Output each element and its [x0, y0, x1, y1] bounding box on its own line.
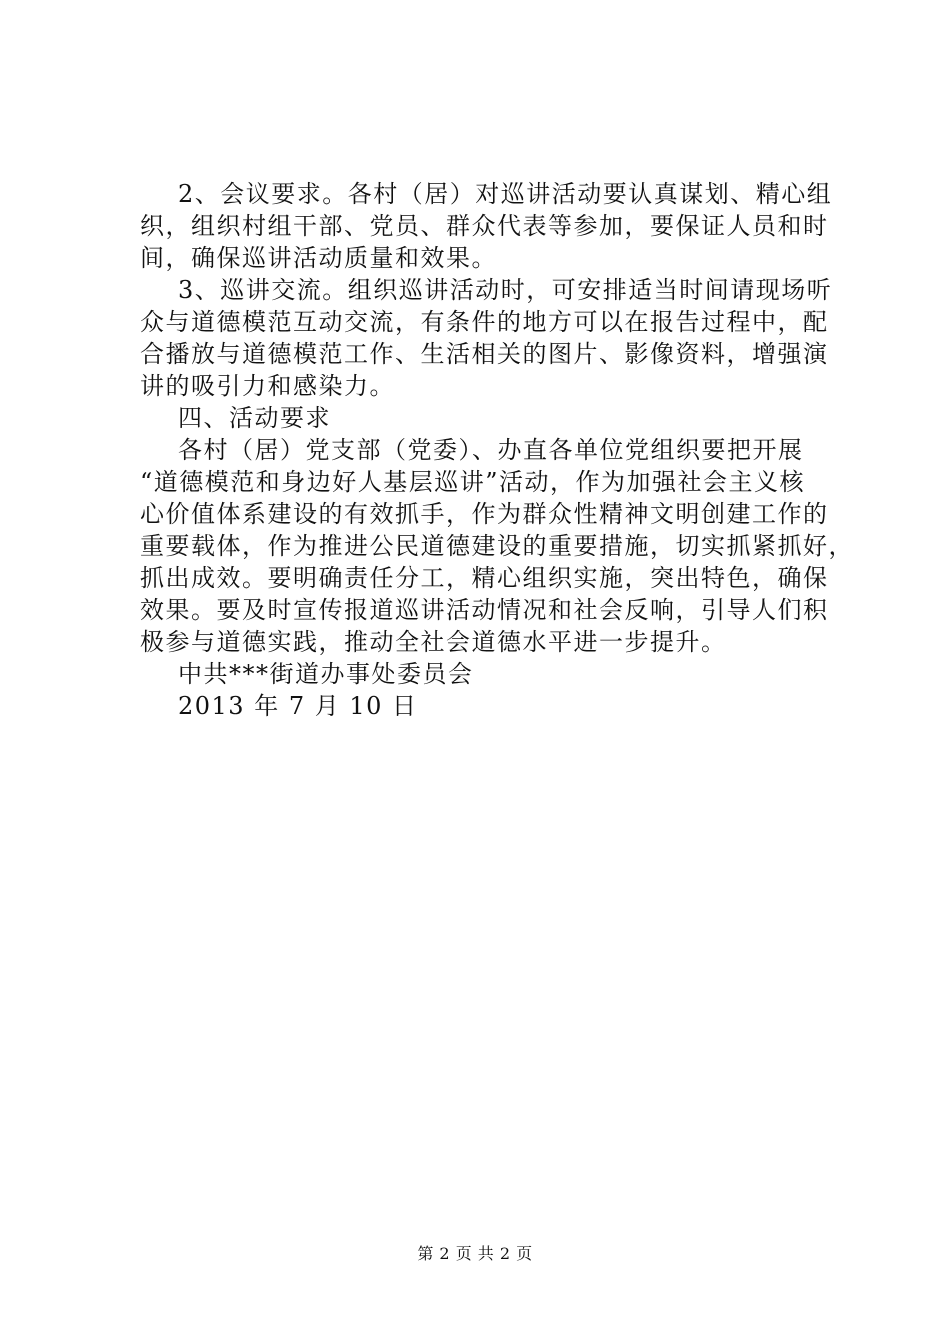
paragraph-line: “道德模范和身边好人基层巡讲”活动，作为加强社会主义核: [140, 468, 806, 496]
paragraph-line: 抓出成效。要明确责任分工，精心组织实施，突出特色，确保: [140, 564, 829, 592]
paragraph-line: 各村（居）党支部（党委）、办直各单位党组织要把开展: [178, 436, 804, 464]
paragraph-line: 合播放与道德模范工作、生活相关的图片、影像资料，增强演: [140, 340, 829, 368]
paragraph-line: 效果。要及时宣传报道巡讲活动情况和社会反响，引导人们积: [140, 596, 829, 624]
signature-date: 2013 年 7 月 10 日: [178, 692, 418, 720]
paragraph-line: 众与道德模范互动交流，有条件的地方可以在报告过程中，配: [140, 308, 829, 336]
paragraph-line: 重要载体，作为推进公民道德建设的重要措施，切实抓紧抓好，: [140, 532, 854, 560]
paragraph-line: 讲的吸引力和感染力。: [140, 372, 395, 400]
paragraph-line: 织，组织村组干部、党员、群众代表等参加，要保证人员和时: [140, 212, 829, 240]
signature-organization: 中共***街道办事处委员会: [178, 660, 474, 688]
paragraph-line: 间，确保巡讲活动质量和效果。: [140, 244, 497, 272]
paragraph-line: 极参与道德实践，推动全社会道德水平进一步提升。: [140, 628, 727, 656]
paragraph-line: 2、会议要求。各村（居）对巡讲活动要认真谋划、精心组: [178, 180, 833, 208]
paragraph-line: 心价值体系建设的有效抓手，作为群众性精神文明创建工作的: [140, 500, 829, 528]
paragraph-line: 3、巡讲交流。组织巡讲活动时，可安排适当时间请现场听: [178, 276, 833, 304]
section-heading: 四、活动要求: [178, 404, 331, 432]
page-number: 第 2 页 共 2 页: [417, 1244, 533, 1263]
